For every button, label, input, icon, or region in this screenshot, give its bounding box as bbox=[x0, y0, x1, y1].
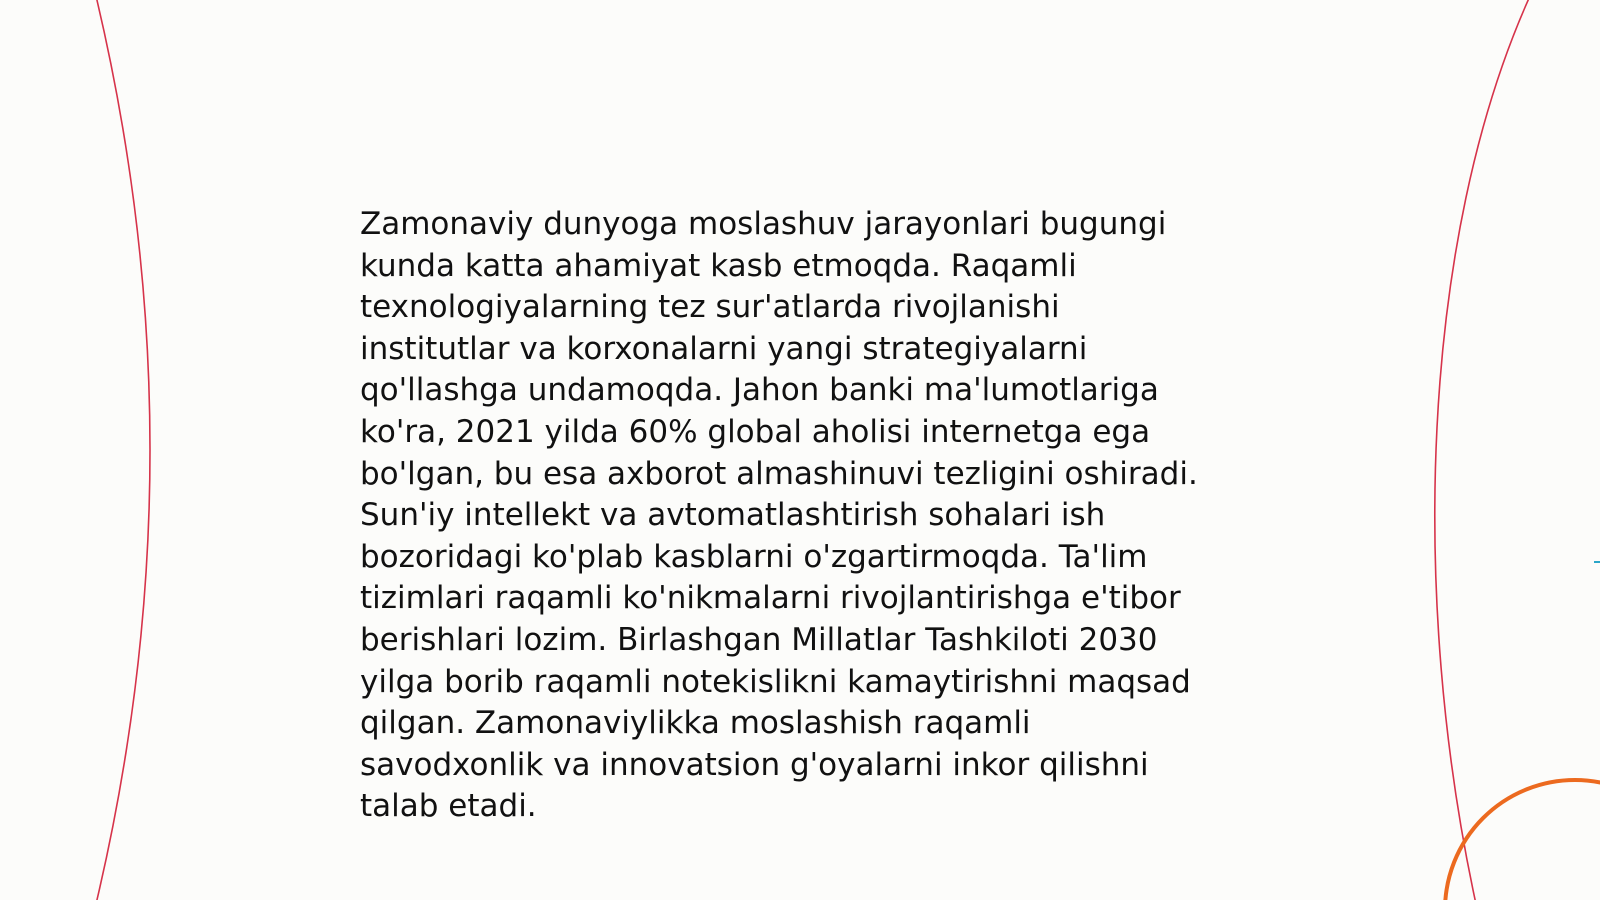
slide-body-text: Zamonaviy dunyoga moslashuv jarayonlari bugungi kunda katta ahamiyat kasb etmoqda. Raqamli texnologiyalarning tez sur'atlarda rivojlanishi institutlar va korxonalarni yangi strategiyalarni qo'llashga undamoqda. Jahon banki ma'lumotlariga ko'ra, 2021 yilda 60% global aholisi internetga ega bo'lgan, bu esa axborot almashinuvi tezligini oshiradi. Sun'iy intellekt va avtomatlashtirish sohalari ish bozoridagi ko'plab kasblarni o'zgartirmoqda. Ta'lim tizimlari raqamli ko'nikmalarni rivojlantirishga e'tibor berishlari lozim. Birlashgan Millatlar Tashkiloti 2030 yilga borib raqamli notekislikni kamaytirishni maqsad qilgan. Zamonaviylikka moslashish raqamli savodxonlik va innovatsion g'oyalarni inkor qilishni talab etadi. bbox=[360, 206, 1198, 825]
left-arc-decoration bbox=[96, 0, 150, 900]
right-arc-decoration bbox=[1435, 0, 1530, 900]
orange-circle-decoration bbox=[1445, 780, 1600, 900]
